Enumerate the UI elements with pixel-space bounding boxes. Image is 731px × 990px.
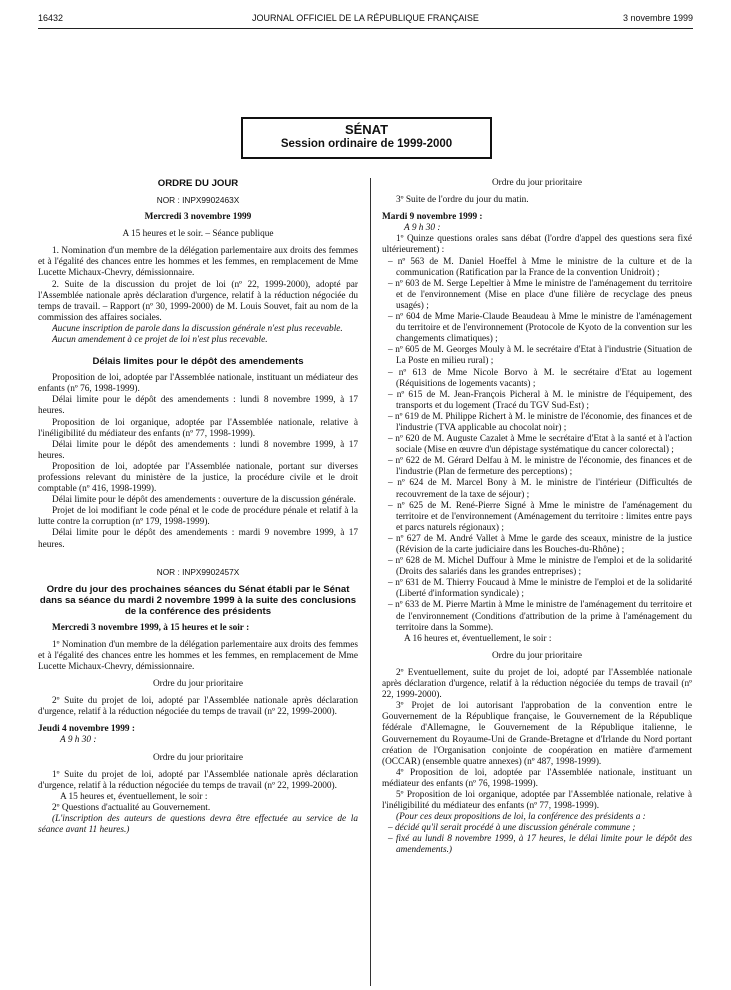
list-item: – nº 622 de M. Gérard Delfau à M. le ministre de l'économie, des finances et de l'industrie (Plan de fermeture des perceptions) ; <box>388 456 692 478</box>
nor-reference-2: NOR : INPX9902457X <box>156 566 240 577</box>
agenda-item-r3: 3º Projet de loi autorisant l'approbation de la convention entre le Gouvernement de la République française, le Gouvernement de la République fédérale d'Allemagne, le Gouvernement de la République italienne, le Gouvernement du Royaume-Uni de Grande-Bretagne et d'Irlande du Nord portant création de l'Organisation conjointe de coopération en matière d'armement (OCCAR) (ensemble quatre annexes) (nº 487, 1998-1999). <box>382 701 692 767</box>
journal-title: JOURNAL OFFICIEL DE LA RÉPUBLIQUE FRANÇAISE <box>252 13 479 23</box>
nor-reference-1: NOR : INPX9902463X <box>156 195 240 205</box>
agenda-item-r2: 2º Eventuellement, suite du projet de loi, adopté par l'Assemblée nationale après déclaration d'urgence, relatif à la réduction négociée du temps de travail (nº 22, 1999-2000). <box>382 667 692 701</box>
mardi-heading: Mardi 9 novembre 1999 : <box>382 212 483 223</box>
list-item: – nº 628 de M. Michel Duffour à Mme le ministre de l'emploi et de la solidarité (Droits des salariés dans les grandes entreprises) ; <box>388 556 692 578</box>
conference-note-1: – décidé qu'il serait procédé à une discussion générale commune ; <box>388 823 636 834</box>
jeudi-heading: Jeudi 4 novembre 1999 : <box>38 724 135 735</box>
notice-parole: Aucune inscription de parole dans la discussion générale n'est plus recevable. <box>52 323 343 334</box>
list-item: – nº 624 de M. Marcel Bony à M. le ministre de l'intérieur (Difficultés de recouvrement de la taxe de séjour) ; <box>388 478 692 500</box>
list-item: – nº 605 de M. Georges Mouly à M. le secrétaire d'Etat à l'industrie (Situation de La Poste en milieu rural) ; <box>388 345 692 367</box>
agenda-item-1: 1. Nomination d'un membre de la délégation parlementaire aux droits des femmes et à l'égalité des chances entre les hommes et les femmes, en remplacement de Mme Lucette Michaux-Chevry, démissionnaire. <box>38 246 358 279</box>
list-item: – nº 619 de M. Philippe Richert à M. le ministre de l'économie, des finances et de l'industrie (TVA applicable au chocolat noir) ; <box>388 411 692 433</box>
agenda-item-2: 2. Suite de la discussion du projet de loi (nº 22, 1999-2000), adopté par l'Assemblée nationale après déclaration d'urgence, relatif à la réduction négociée du temps de travail. – Rapport (nº 30, 1999-2000) de M. Louis Souvet, fait au nom de la commission des affaires sociales. <box>38 279 358 323</box>
mercredi-2-item-1: 1º Nomination d'un membre de la délégation parlementaire aux droits des femmes et à l'égalité des chances entre les hommes et les femmes, en remplacement de Mme Lucette Michaux-Chevry, démissionnaire. <box>38 639 358 672</box>
list-item: – nº 615 de M. Jean-François Picheral à M. le ministre de l'équipement, des transports et du logement (Tracé du TGV Sud-Est) ; <box>388 389 692 411</box>
delais-title: Délais limites pour le dépôt des amendements <box>92 356 304 368</box>
mercredi-subheading: A 15 heures et le soir. – Séance publique <box>122 229 274 240</box>
left-column <box>38 178 358 836</box>
title-session: Session ordinaire de 1999-2000 <box>280 138 453 150</box>
jeudi-item-2: 2º Questions d'actualité au Gouvernement. <box>52 802 211 813</box>
list-item: – nº 625 de M. René-Pierre Signé à Mme le ministre de l'aménagement du territoire et de l'environnement (Aménagement du territoire : limites entre pays et parcs naturels régionaux) ; <box>388 500 692 533</box>
page-number: 16432 <box>38 13 64 23</box>
ordre-prioritaire-mid: Ordre du jour prioritaire <box>491 650 583 661</box>
ordre-prioritaire-top: Ordre du jour prioritaire <box>491 178 583 188</box>
header-rule <box>38 28 693 29</box>
mardi-time: A 9 h 30 : <box>404 223 441 234</box>
title-senat: SÉNAT <box>344 122 389 137</box>
delai-limit-4: Délai limite pour le dépôt des amendements : mardi 9 novembre 1999, à 17 heures. <box>38 528 358 550</box>
jeudi-item-1: 1º Suite du projet de loi, adopté par l'Assemblée nationale après déclaration d'urgence, relatif à la réduction négociée du temps de travail (nº 22, 1999-2000). <box>38 769 358 791</box>
list-item: – nº 613 de Mme Nicole Borvo à M. le secrétaire d'Etat au logement (Réquisitions de logements vacants) ; <box>388 367 692 389</box>
agenda-item-r5: 5º Proposition de loi organique, adoptée par l'Assemblée nationale, relative à l'inéligibilité du médiateur des enfants (nº 77, 1998-1999). <box>382 789 692 812</box>
list-item: – nº 620 de M. Auguste Cazalet à Mme le secrétaire d'Etat à la santé et à l'action sociale (Mise en œuvre d'un dépistage systématique du cancer colorectal) ; <box>388 434 692 456</box>
delai-text-2: Proposition de loi organique, adoptée par l'Assemblée nationale, relative à l'inéligibilité du médiateur des enfants (nº 77, 1998-1999). <box>38 417 358 439</box>
ordre-du-jour-title: ORDRE DU JOUR <box>157 178 239 189</box>
delai-limit-1: Délai limite pour le dépôt des amendements : lundi 8 novembre 1999, à 17 heures. <box>38 395 358 417</box>
suite-matin: 3º Suite de l'ordre du jour du matin. <box>396 195 529 206</box>
notice-amendement: Aucun amendement à ce projet de loi n'est plus recevable. <box>52 335 268 346</box>
agenda-item-r4: 4º Proposition de loi, adoptée par l'Assemblée nationale, instituant un médiateur des enfants (nº 76, 1998-1999). <box>382 767 692 789</box>
questions-list <box>382 257 692 634</box>
list-item: – nº 563 de M. Daniel Hoeffel à Mme le ministre de la culture et de la communication (Ratification par la France de la convention Unidroit) ; <box>388 256 692 278</box>
ordre-prioritaire-1: Ordre du jour prioritaire <box>152 679 244 690</box>
jeudi-note: (L'inscription des auteurs de questions devra être effectuée au service de la séance avant 11 heures.) <box>38 814 358 836</box>
mercredi-2-item-2: 2º Suite du projet de loi, adopté par l'Assemblée nationale après déclaration d'urgence, relatif à la réduction négociée du temps de travail (nº 22, 1999-2000). <box>38 696 358 718</box>
list-item: – nº 631 de M. Thierry Foucaud à Mme le ministre de l'emploi et de la solidarité (Liberté d'information syndicale) ; <box>388 578 692 600</box>
delai-text-3: Proposition de loi, adoptée par l'Assemblée nationale, portant sur diverses professions relevant du ministère de la justice, la procédure civile et le droit comptable (nº 416, 1998-1999). <box>38 461 358 495</box>
mercredi-2-heading: Mercredi 3 novembre 1999, à 15 heures et le soir : <box>52 622 250 633</box>
list-item: – nº 603 de M. Serge Lepeltier à Mme le ministre de l'aménagement du territoire et de l'environnement (Mise en place d'une filière de recyclage des pneus usagés) ; <box>388 278 692 311</box>
delai-text-1: Proposition de loi, adoptée par l'Assemblée nationale, instituant un médiateur des enfants (nº 76, 1998-1999). <box>38 373 358 395</box>
list-item: – nº 604 de Mme Marie-Claude Beaudeau à Mme le ministre de l'aménagement du territoire et de l'environnement (Protocole de Kyoto de la convention sur les changements climatiques) ; <box>388 312 692 345</box>
right-column <box>382 178 692 857</box>
title-box <box>241 117 492 159</box>
afternoon-session: A 16 heures et, éventuellement, le soir : <box>404 633 552 644</box>
conference-note-2: – fixé au lundi 8 novembre 1999, à 17 heures, le délai limite pour le dépôt des amendements.) <box>388 834 692 856</box>
conference-note: (Pour ces deux propositions de loi, la conférence des présidents a : <box>396 812 646 823</box>
issue-date: 3 novembre 1999 <box>622 13 693 23</box>
jeudi-time: A 9 h 30 : <box>60 735 97 746</box>
jeudi-afternoon: A 15 heures et, éventuellement, le soir : <box>60 791 208 802</box>
delai-limit-3: Délai limite pour le dépôt des amendements : ouverture de la discussion générale. <box>52 495 356 506</box>
questions-intro: 1º Quinze questions orales sans débat (l'ordre d'appel des questions sera fixé ultérieurement) : <box>382 234 692 256</box>
column-divider <box>370 178 371 986</box>
delai-text-4: Projet de loi modifiant le code pénal et le code de procédure pénale et relatif à la lutte contre la corruption (nº 179, 1998-1999). <box>38 506 358 528</box>
delai-limit-2: Délai limite pour le dépôt des amendements : lundi 8 novembre 1999, à 17 heures. <box>38 439 358 461</box>
list-item: – nº 633 de M. Pierre Martin à Mme le ministre de l'aménagement du territoire et de l'environnement (Conditions d'attribution de la prime à l'aménagement du territoire dans la Somme). <box>388 600 692 633</box>
ordre-prioritaire-2: Ordre du jour prioritaire <box>152 752 244 763</box>
ordre-prochaines-seances-title: Ordre du jour des prochaines séances du Sénat établi par le Sénat dans sa séance du mardi 2 novembre 1999 à la suite des conclusions de la conférence des présidents <box>39 583 357 617</box>
mercredi-heading: Mercredi 3 novembre 1999 <box>144 212 252 223</box>
page-header <box>38 13 693 27</box>
list-item: – nº 627 de M. André Vallet à Mme le garde des sceaux, ministre de la justice (Révision de la carte judiciaire dans les Bouches-du-Rhône) ; <box>388 533 692 555</box>
